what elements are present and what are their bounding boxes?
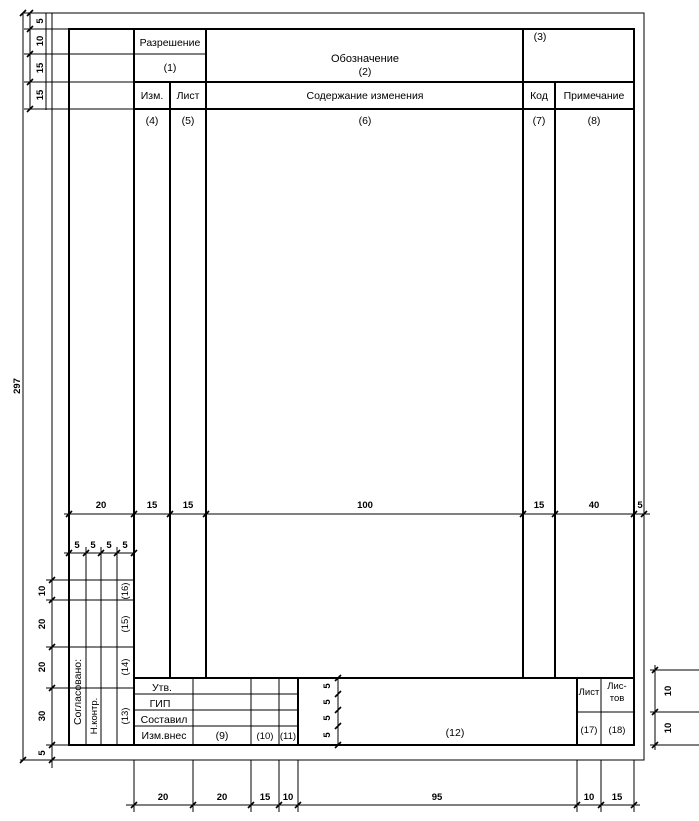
- field-2-number: (2): [358, 66, 372, 78]
- page-height-dimension: [12, 10, 26, 763]
- dim-title-row-1: 5: [322, 683, 333, 689]
- dim-title-right-1: 10: [663, 685, 674, 697]
- field-1-number: (1): [163, 62, 177, 74]
- title-column-dimensions: [126, 760, 640, 812]
- dim-right-margin: 5: [637, 500, 643, 511]
- listov-label-1: Лис-: [607, 681, 627, 692]
- dim-col-izm: 15: [146, 500, 158, 511]
- field-4-number: (4): [145, 115, 159, 127]
- dim-header-15a: 15: [35, 62, 46, 74]
- column-width-dimensions: [64, 500, 650, 520]
- inner-frame: [69, 29, 634, 745]
- dim-title-col-1: 20: [157, 792, 169, 803]
- dim-stamp-row-10: 10: [37, 585, 48, 597]
- column-list-label: Лист: [176, 90, 200, 102]
- razreshenie-label: Разрешение: [139, 37, 201, 49]
- dim-col-content: 100: [357, 500, 373, 511]
- column-kod-label: Код: [530, 90, 548, 102]
- dim-title-row-2: 5: [322, 699, 333, 705]
- sostavil-label: Составил: [140, 714, 188, 726]
- field-6-number: (6): [358, 115, 372, 127]
- listov-label-2: тов: [609, 693, 625, 704]
- dim-stamp-row-20b: 20: [37, 661, 48, 673]
- oboznachenie-label: Обозначение: [330, 53, 400, 65]
- dim-left-margin: 20: [95, 500, 107, 511]
- dim-title-col-2: 20: [216, 792, 228, 803]
- dim-title-right-2: 10: [663, 722, 674, 734]
- title-right-dimensions: [650, 665, 699, 750]
- field-18-number: (18): [608, 725, 626, 736]
- header-row-dimensions: [24, 10, 134, 112]
- column-content-label: Содержание изменения: [306, 90, 424, 102]
- dim-title-row-3: 5: [322, 715, 333, 721]
- dim-header-10: 10: [35, 35, 46, 47]
- field-3-number: (3): [533, 31, 547, 43]
- field-8-number: (8): [587, 115, 601, 127]
- dim-title-col-7: 15: [611, 792, 623, 803]
- dim-col-list: 15: [182, 500, 194, 511]
- field-15-number: (15): [120, 615, 131, 633]
- header-block: [134, 29, 634, 678]
- dim-header-15b: 15: [35, 89, 46, 101]
- dim-stamp-col-4: 5: [122, 540, 128, 551]
- column-izm-label: Изм.: [140, 90, 164, 102]
- n-kontr-label: Н.контр.: [89, 697, 100, 735]
- field-9-number: (9): [215, 730, 229, 742]
- field-16-number: (16): [120, 582, 131, 600]
- field-11-number: (11): [279, 731, 297, 742]
- utv-label: Утв.: [152, 682, 172, 694]
- dim-title-col-3: 15: [259, 792, 271, 803]
- dim-title-col-4: 10: [282, 792, 294, 803]
- dim-title-col-6: 10: [583, 792, 595, 803]
- approval-stamp: [20, 540, 137, 768]
- dim-title-row-4: 5: [322, 732, 333, 738]
- field-13-number: (13): [120, 707, 131, 725]
- column-note-label: Примечание: [563, 90, 625, 102]
- dim-col-kod: 15: [533, 500, 545, 511]
- dim-stamp-row-30: 30: [37, 710, 48, 722]
- izm-vnes-label: Изм.внес: [141, 730, 187, 742]
- dim-title-col-5: 95: [431, 792, 443, 803]
- dim-stamp-col-3: 5: [106, 540, 112, 551]
- dim-stamp-row-5: 5: [37, 750, 48, 756]
- list-label: Лист: [578, 687, 600, 698]
- field-12-number: (12): [445, 727, 465, 739]
- field-17-number: (17): [580, 725, 598, 736]
- dim-page-height: 297: [12, 378, 23, 394]
- dim-col-note: 40: [588, 500, 600, 511]
- field-7-number: (7): [532, 115, 546, 127]
- title-block: [134, 675, 634, 748]
- dim-stamp-row-20a: 20: [37, 618, 48, 630]
- field-5-number: (5): [181, 115, 195, 127]
- field-10-number: (10): [256, 731, 274, 742]
- soglasovano-label: Согласовано:: [72, 658, 84, 726]
- gip-label: ГИП: [149, 698, 171, 710]
- dim-stamp-col-1: 5: [74, 540, 80, 551]
- dim-header-5: 5: [35, 18, 46, 24]
- field-14-number: (14): [120, 658, 131, 676]
- dim-stamp-col-2: 5: [90, 540, 96, 551]
